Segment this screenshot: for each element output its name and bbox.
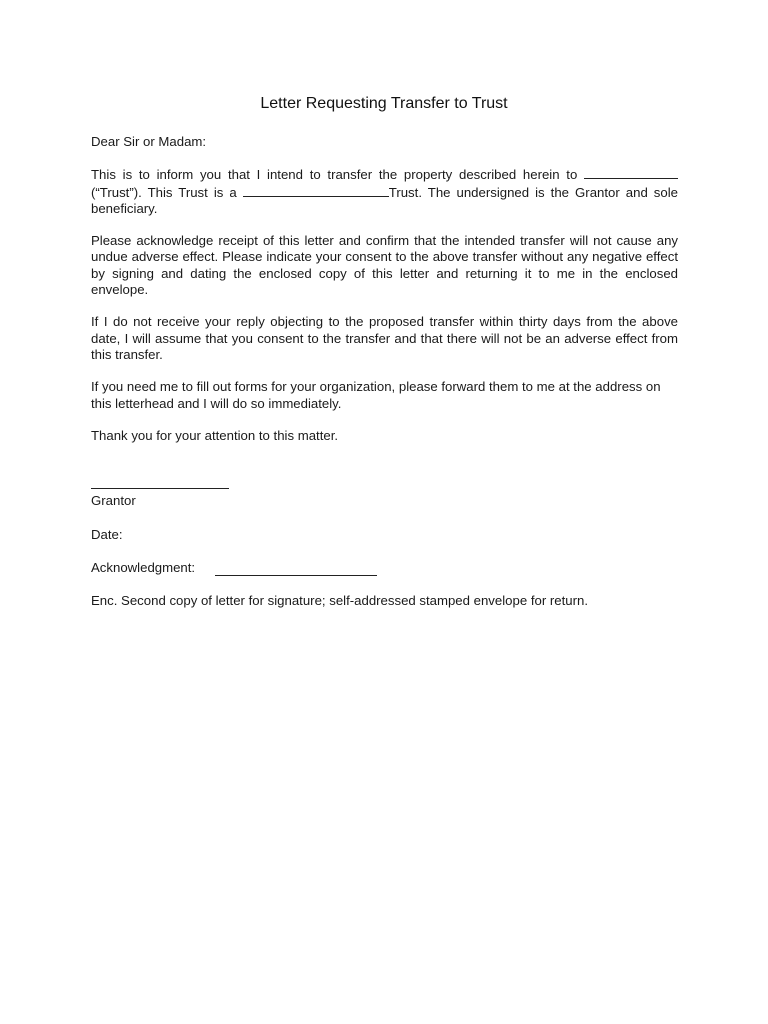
acknowledgment-row [91, 560, 678, 576]
enclosure-note: Enc. Second copy of letter for signature; self-addressed stamped envelope for return. [91, 593, 589, 609]
paragraph-acknowledge: Please acknowledge receipt of this letter and confirm that the intended transfer will not cause any undue adverse effect. Please indicate your consent to the above transfer without any negative effect by signing and dating the enclosed copy of this letter and returning it to me in the enclosed envelope. [91, 233, 678, 298]
acknowledgment-signature-line [215, 562, 377, 576]
grantor-signature-block [91, 466, 678, 510]
salutation: Dear Sir or Madam: [91, 134, 207, 149]
grantor-signature-line [91, 488, 229, 489]
paragraph-forms: If you need me to fill out forms for your organization, please forward them to me at the address on this letterhead and I will do so immediately. [91, 379, 661, 411]
grantor-label: Grantor [91, 493, 136, 509]
intent-text-a: This is to inform you that I intend to transfer the property described herein to [91, 167, 584, 183]
date-label: Date: [91, 526, 123, 542]
trust-type-blank [243, 184, 389, 197]
intent-text-c: Trust. The undersigned is the Grantor and sole beneficiary. [91, 184, 678, 216]
intent-text-b: (“Trust”). This Trust is a [91, 184, 243, 200]
paragraph-thanks: Thank you for your attention to this matter. [91, 427, 339, 443]
trust-name-blank [584, 166, 678, 179]
acknowledgment-label: Acknowledgment: [91, 560, 196, 576]
letter-title: Letter Requesting Transfer to Trust [260, 95, 508, 112]
paragraph-intent [91, 166, 678, 217]
paragraph-no-reply: If I do not receive your reply objecting to the proposed transfer within thirty days from the above date, I will assume that you consent to the transfer and that there will not be an adverse effect from this transfer. [91, 314, 678, 362]
letter-body [91, 134, 678, 610]
